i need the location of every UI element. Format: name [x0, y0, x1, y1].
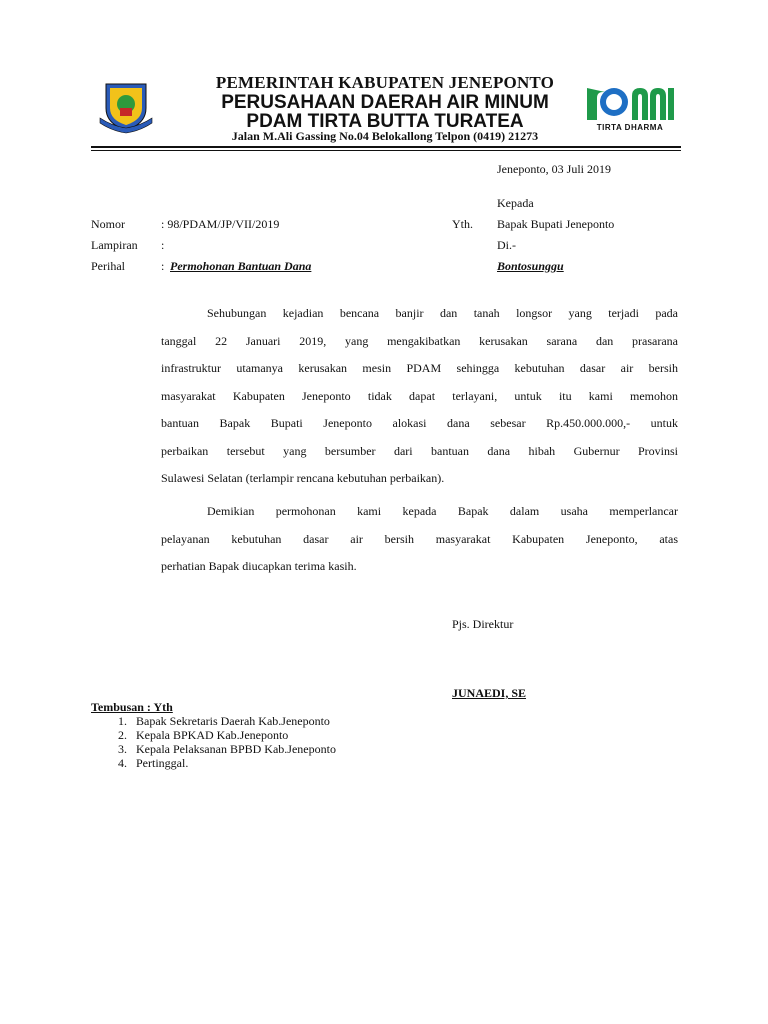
perihal-label: Perihal: [91, 259, 125, 273]
recipient-di: Di.-: [497, 238, 516, 252]
list-item-number: 3.: [118, 742, 127, 756]
paragraph-line: masyarakat Kabupaten Jeneponto tidak dapat terlayani, untuk itu kami memohon: [161, 388, 678, 403]
list-item-text: Kepala Pelaksanan BPBD Kab.Jeneponto: [136, 742, 336, 756]
lampiran-value: :: [161, 238, 165, 252]
paragraph-line: perbaikan tersebut yang bersumber dari bantuan dana hibah Gubernur Provinsi: [161, 443, 678, 458]
body-paragraph-1: [161, 300, 678, 493]
company-address: Jalan M.Ali Gassing No.04 Belokallong Telpon (0419) 21273: [231, 129, 539, 143]
company-title-line2: PDAM TIRTA BUTTA TURATEA: [246, 111, 524, 132]
paragraph-line: bantuan Bapak Bupati Jeneponto alokasi dana sebesar Rp.450.000.000,- untuk: [161, 416, 678, 430]
list-item-text: Pertinggal.: [136, 756, 189, 770]
tirta-dharma-logo-text: TIRTA DHARMA: [596, 123, 664, 132]
paragraph-line: Demikian permohonan kami kepada Bapak dalam usaha memperlancar: [207, 504, 678, 518]
recipient-name: Bapak Bupati Jeneponto: [497, 217, 615, 231]
tembusan-heading: Tembusan : Yth: [91, 700, 173, 714]
paragraph-line: Sehubungan kejadian bencana banjir dan tanah longsor yang terjadi pada: [207, 306, 678, 320]
lampiran-label: Lampiran: [91, 238, 138, 252]
company-title-line1: PERUSAHAAN DAERAH AIR MINUM: [221, 92, 549, 113]
place-date: Jeneponto, 03 Juli 2019: [497, 162, 611, 176]
paragraph-line: infrastruktur utamanya kerusakan mesin PDAM sehingga kebutuhan dasar air bersih: [161, 361, 678, 375]
nomor-label: Nomor: [91, 217, 125, 231]
recipient-yth: Yth.: [452, 217, 473, 231]
paragraph-line: tanggal 22 Januari 2019, yang mengakibatkan kerusakan sarana dan prasarana: [161, 333, 678, 348]
paragraph-line: pelayanan kebutuhan dasar air bersih masyarakat Kabupaten Jeneponto, atas: [161, 531, 678, 546]
nomor-value: : 98/PDAM/JP/VII/2019: [161, 217, 280, 231]
signature-name: JUNAEDI, SE: [452, 686, 527, 700]
paragraph-line: Sulawesi Selatan (terlampir rencana kebutuhan perbaikan).: [161, 471, 445, 485]
perihal-value: Permohonan Bantuan Dana: [170, 259, 312, 273]
body-paragraph-2: [161, 498, 678, 581]
list-item-text: Kepala BPKAD Kab.Jeneponto: [136, 728, 289, 742]
perihal-colon: :: [161, 259, 165, 273]
list-item-number: 1.: [118, 714, 127, 728]
government-title: PEMERINTAH KABUPATEN JENEPONTO: [215, 73, 555, 92]
letterhead-rule-thick: [91, 146, 681, 148]
recipient-kepada: Kepada: [497, 196, 534, 210]
letterhead-rule-thin: [91, 150, 681, 151]
paragraph-line: perhatian Bapak diucapkan terima kasih.: [161, 559, 357, 573]
list-item-number: 2.: [118, 728, 127, 742]
signature-title: Pjs. Direktur: [452, 617, 514, 631]
list-item-text: Bapak Sekretaris Daerah Kab.Jeneponto: [136, 714, 330, 728]
kabupaten-emblem-icon: [98, 78, 154, 134]
list-item-number: 4.: [118, 756, 127, 770]
recipient-place: Bontosunggu: [497, 259, 564, 273]
